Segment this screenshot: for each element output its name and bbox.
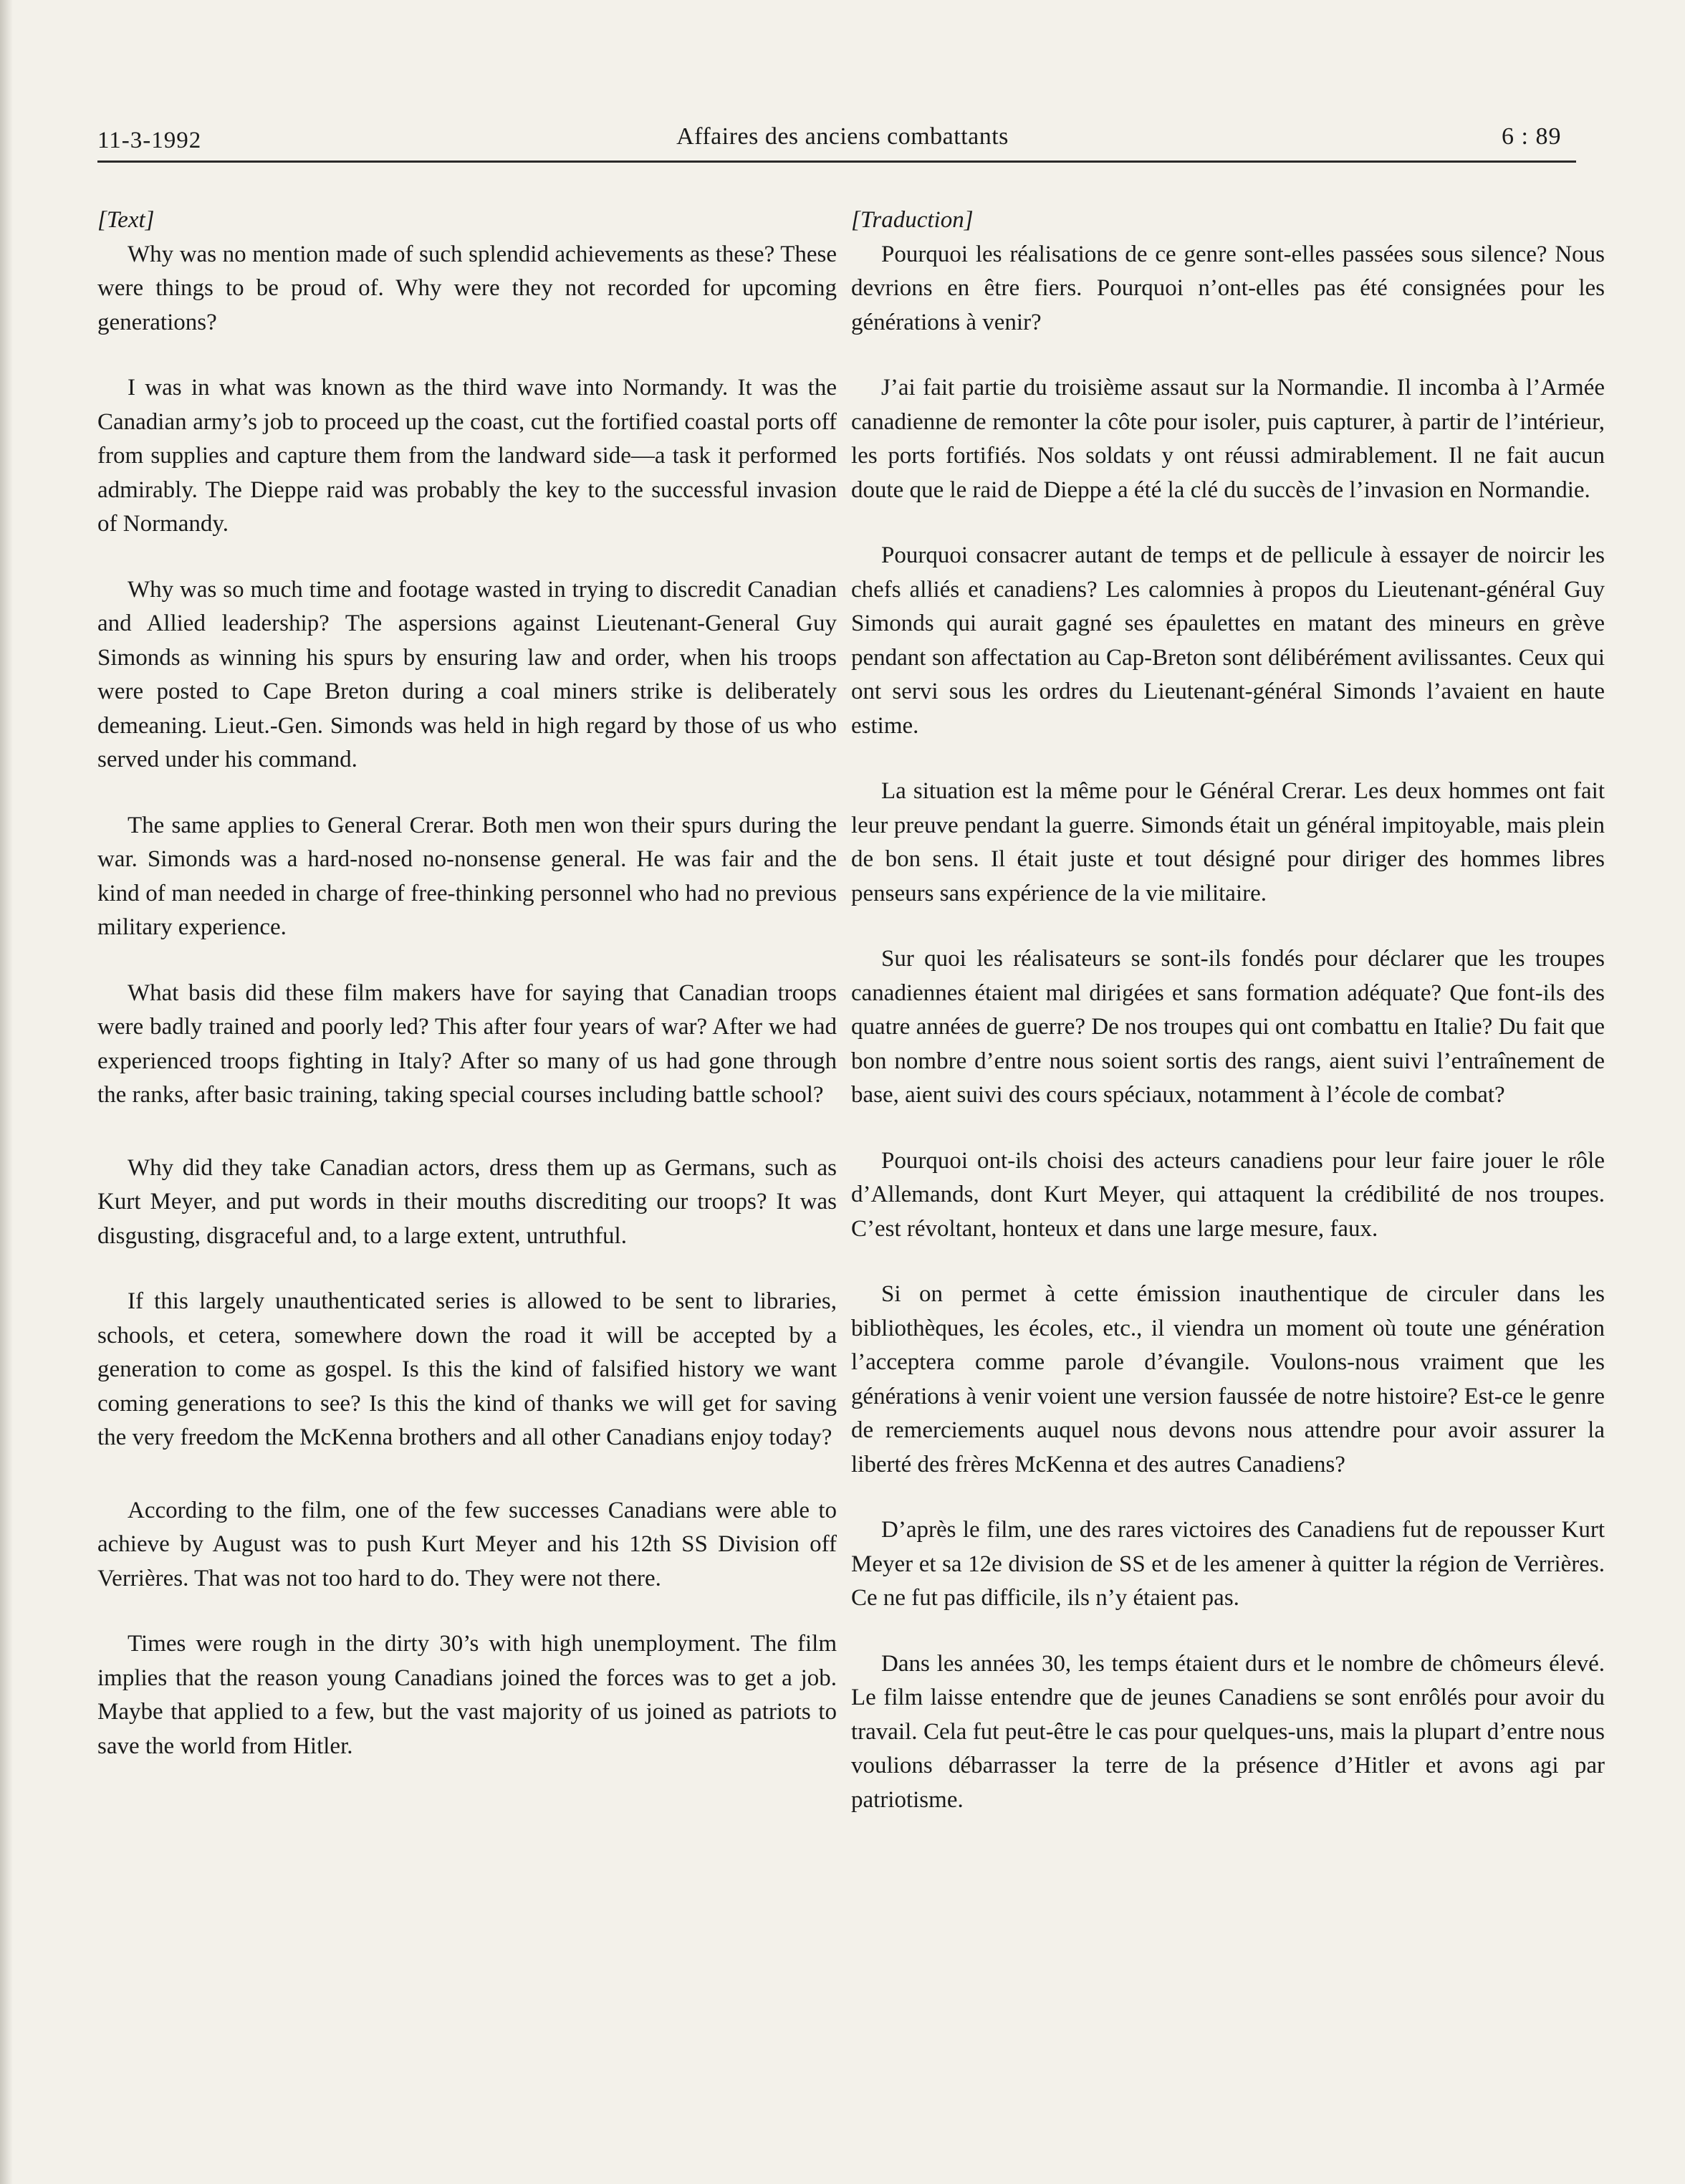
header-title: Affaires des anciens combattants (676, 123, 1009, 150)
french-paragraph-4: La situation est la même pour le Général Crerar. Les deux hommes ont fait leur preuve pendant la guerre. Simonds était un général impitoyable, mais plein de bon sens. Il était juste et tout désigné pour diriger des hommes libres penseurs sans expérience de la vie militaire. (851, 778, 1605, 906)
column-label-text: [Text] (97, 207, 155, 233)
page-header (0, 0, 1685, 165)
english-paragraph-6: Why did they take Canadian actors, dress them up as Germans, such as Kurt Meyer, and put words in their mouths discrediting our troops? It was disgusting, disgraceful and, to a large extent, untruthful. (97, 1154, 837, 1249)
english-paragraph-9: Times were rough in the dirty 30’s with high unemployment. The film implies that the reason young Canadians joined the forces was to get a job. Maybe that applied to a few, but the vast majority of us joined as patriots to save the world from Hitler. (97, 1631, 837, 1759)
english-paragraph-4: The same applies to General Crerar. Both men won their spurs during the war. Simonds was a hard-nosed no-nonsense general. He was fair and the kind of man needed in charge of free-thinking personnel who had no previous military experience. (97, 812, 837, 940)
scan-edge-shadow (0, 0, 13, 2184)
french-paragraph-1: Pourquoi les réalisations de ce genre sont-elles passées sous silence? Nous devrions en être fiers. Pourquoi n’ont-elles pas été consignées pour les générations à venir? (851, 241, 1605, 335)
english-column (97, 203, 837, 1795)
english-paragraph-8: According to the film, one of the few successes Canadians were able to achieve by August was to push Kurt Meyer and his 12th SS Division off Verrières. That was not too hard to do. They were not there. (97, 1497, 837, 1591)
french-paragraph-2: J’ai fait partie du troisième assaut sur la Normandie. Il incomba à l’Armée canadienne de remonter la côte pour isoler, puis capturer, à partir de l’intérieur, les ports fortifiés. Nos soldats y ont réussi admirablement. Il ne fait aucun doute que le raid de Dieppe a été la clé du succès de l’invasion en Normandie. (851, 375, 1605, 503)
english-paragraph-5: What basis did these film makers have for saying that Canadian troops were badly trained and poorly led? This after four years of war? After we had experienced troops fighting in Italy? After so many of us had gone through the ranks, after basic training, taking special courses including battle school? (97, 980, 837, 1108)
french-paragraph-3: Pourquoi consacrer autant de temps et de pellicule à essayer de noircir les chefs alliés et canadiens? Les calomnies à propos du Lieutenant-général Guy Simonds qui aurait gagné ses épaulettes en matant des mineurs en grève pendant son affectation au Cap-Breton sont délibérément avilissantes. Ceux qui ont servi sous les ordres du Lieutenant-général Simonds l’avaient en haute estime. (851, 542, 1605, 739)
english-paragraph-2: I was in what was known as the third wave into Normandy. It was the Canadian army’s job to proceed up the coast, cut the fortified coastal ports off from supplies and capture them from the landward side—a task it performed admirably. The Dieppe raid was probably the key to the successful invasion of Normandy. (97, 375, 837, 537)
french-paragraph-9: Dans les années 30, les temps étaient durs et le nombre de chômeurs élevé. Le film laisse entendre que de jeunes Canadiens se sont enrôlés pour avoir du travail. Cela fut peut-être le cas pour quelques-uns, mais la plupart d’entre nous voulions débarrasser la terre de la présence d’Hitler et avons agi par patriotisme. (851, 1650, 1605, 1813)
french-paragraph-7: Si on permet à cette émission inauthentique de circuler dans les bibliothèques, les écoles, etc., il viendra un moment où toute une génération l’acceptera comme parole d’évangile. Voulons-nous vraiment que les générations à venir voient une version faussée de notre histoire? Est-ce le genre de remerciements auquel nous devons nous attendre pour avoir assurer la liberté des frères McKenna et des autres Canadiens? (851, 1281, 1605, 1477)
french-column (851, 203, 1605, 1849)
header-page-number: 6 : 89 (1502, 123, 1562, 150)
french-paragraph-6: Pourquoi ont-ils choisi des acteurs canadiens pour leur faire jouer le rôle d’Allemands, dont Kurt Meyer, qui attaquent la crédibilité de nos troupes. C’est révoltant, honteux et dans une large mesure, faux. (851, 1147, 1605, 1242)
header-date: 11-3-1992 (97, 128, 202, 153)
english-paragraph-1: Why was no mention made of such splendid achievements as these? These were things to be proud of. Why were they not recorded for upcoming generations? (97, 241, 837, 335)
column-label-traduction: [Traduction] (851, 207, 974, 233)
header-rule (97, 161, 1576, 163)
english-paragraph-7: If this largely unauthenticated series is allowed to be sent to libraries, schools, et cetera, somewhere down the road it will be accepted by a generation to come as gospel. Is this the kind of falsified history we want coming generations to see? Is this the kind of thanks we will get for saving the very freedom the McKenna brothers and all other Canadians enjoy today? (97, 1288, 837, 1450)
french-paragraph-8: D’après le film, une des rares victoires des Canadiens fut de repousser Kurt Meyer et sa 12e division de SS et de les amener à quitter la région de Verrières. Ce ne fut pas difficile, ils n’y étaient pas. (851, 1517, 1605, 1611)
french-paragraph-5: Sur quoi les réalisateurs se sont-ils fondés pour déclarer que les troupes canadiennes étaient mal dirigées et sans formation adéquate? Que font-ils des quatre années de guerre? De nos troupes qui ont combattu en Italie? Du fait que bon nombre d’entre nous soient sortis des rangs, aient suivi l’entraînement de base, aient suivi des cours spéciaux, notamment à l’école de combat? (851, 946, 1605, 1108)
english-paragraph-3: Why was so much time and footage wasted in trying to discredit Canadian and Allied leadership? The aspersions against Lieutenant-General Guy Simonds as winning his spurs by ensuring law and order, when his troops were posted to Cape Breton during a coal miners strike is deliberately demeaning. Lieut.-Gen. Simonds was held in high regard by those of us who served under his command. (97, 576, 837, 772)
